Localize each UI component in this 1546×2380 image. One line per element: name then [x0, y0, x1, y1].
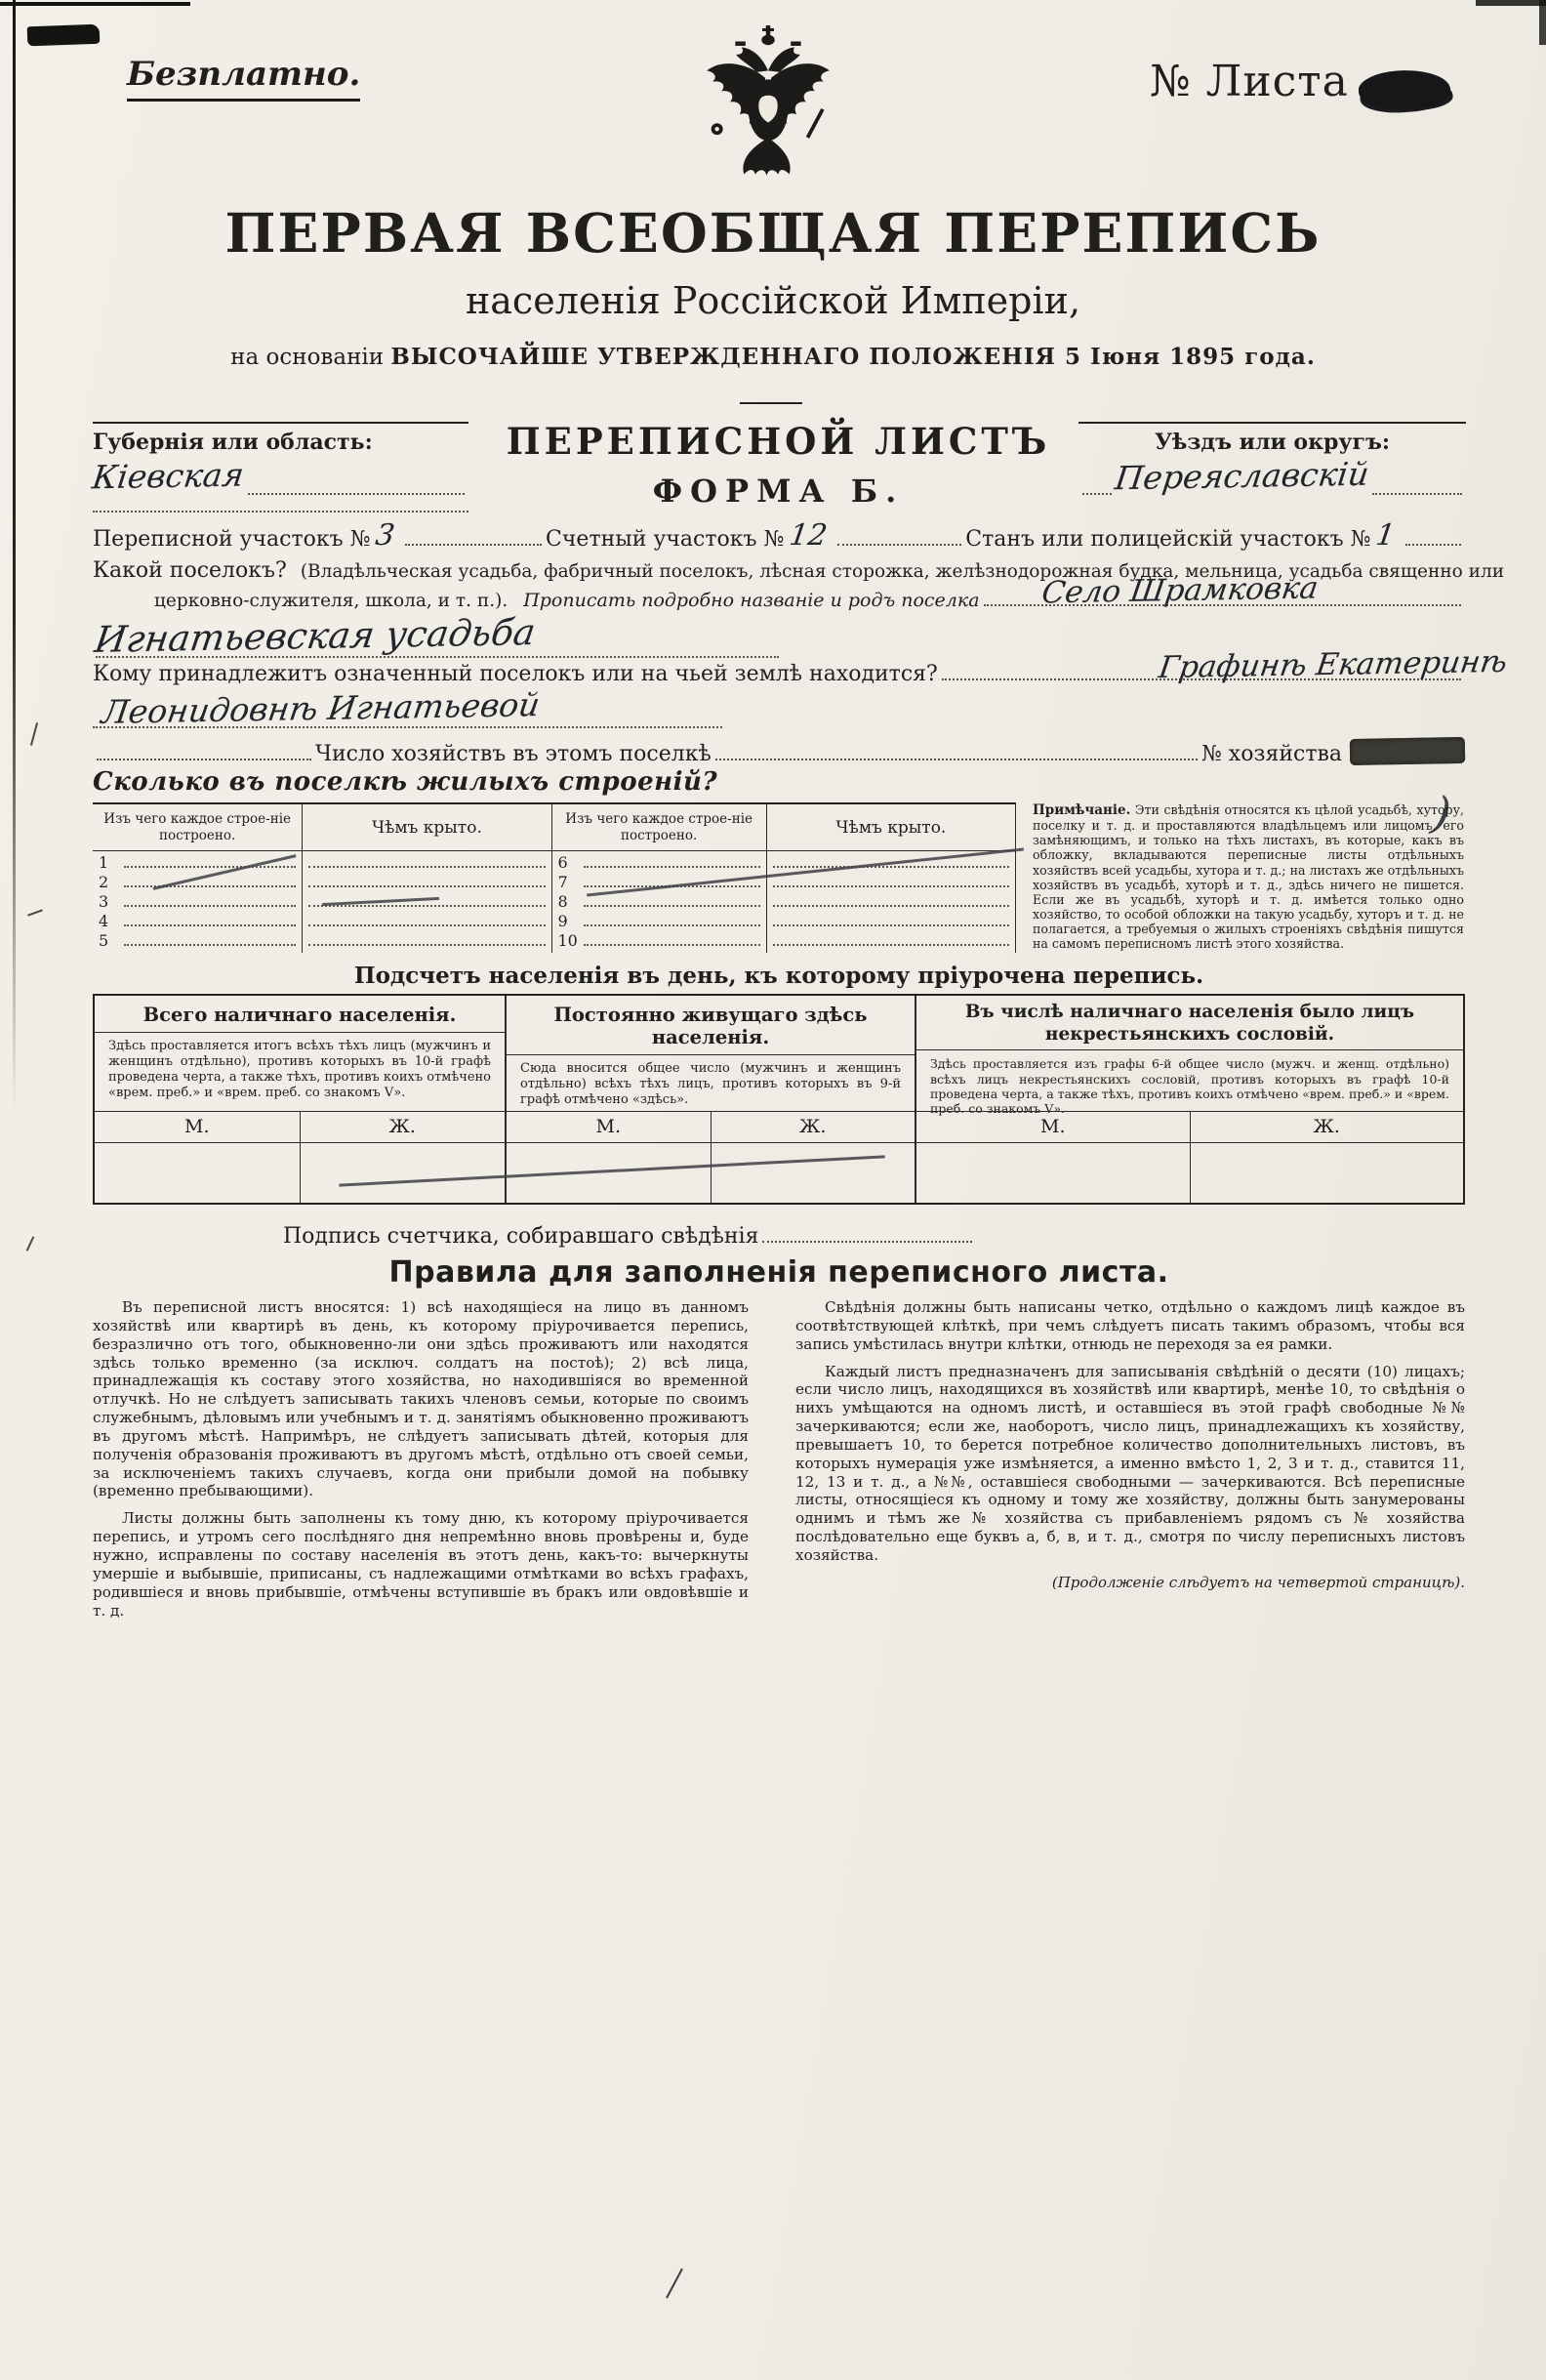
uezd-box: [1078, 422, 1466, 498]
households-line: [93, 734, 1465, 766]
dotted-cell: [308, 866, 545, 868]
basis-caps: ВЫСОЧАЙШЕ УТВЕРЖДЕННАГО ПОЛОЖЕНІЯ 5 Іюня 1895 года.: [390, 344, 1316, 370]
dotted-cell: [124, 905, 296, 907]
dotted-cell: [124, 924, 296, 926]
col-roof-2: [767, 804, 1016, 953]
gubernia-box: [90, 422, 468, 513]
dotted-cell: [124, 885, 296, 887]
rules-right-paragraph-2: Каждый листъ предназначенъ для записыванія свѣдѣній о десяти (10) лицахъ; если число лицъ, находящихся въ хозяйствѣ или квартирѣ, менѣе 10, то свѣдѣнія о нихъ умѣщаются на одномъ листѣ, и оставшіеся въ этой графѣ свободные №№ зачеркиваются; если же, наоборотъ, число лицъ, принадлежащихъ къ хозяйству, превышаетъ 10, то берется потребное количество дополнительныхъ листовъ, въ которыхъ нумерація уже измѣняется, а именно вмѣсто 1, 2, 3 и т. д., ставится 11, 12, 13 и т. д., а №№, оставшіеся свободными — зачеркиваются. Всѣ переписные листы, относящіеся къ одному и тому же хозяйству, должны быть занумерованы однимъ и тѣмъ же № хозяйства съ прибавленіемъ рядомъ съ № хозяйства послѣдовательно еще буквъ а, б, в, и т. д., смотря по числу переписныхъ листовъ хозяйства.: [795, 1362, 1465, 1564]
households-label: Число хозяйствъ въ этомъ поселкѣ: [315, 742, 712, 766]
col-roof-1-header: Чѣмъ крыто.: [303, 804, 550, 851]
continuation-note: (Продолженіе слѣдуетъ на четвертой страницѣ).: [1051, 1573, 1465, 1591]
owner-row-2: [93, 685, 722, 731]
scan-artifact-left-edge: [13, 0, 16, 1113]
row-number: 10: [557, 931, 578, 950]
dotted-leader: [762, 1222, 972, 1243]
female-header: Ж.: [1190, 1112, 1464, 1142]
owner-handwritten-1: Графинѣ Екатеринѣ: [1157, 643, 1511, 686]
settlement-question-label: Какой поселокъ?: [93, 558, 287, 583]
free-of-charge-label: Безплатно.: [127, 55, 360, 102]
buildings-note: [1033, 802, 1464, 951]
population-table: [93, 994, 1465, 1205]
dotted-cell: [584, 866, 760, 868]
census-precinct-value: 3: [373, 518, 397, 553]
row-number: 2: [99, 873, 109, 891]
page-subtitle: населенія Россійской Имперіи,: [465, 279, 1081, 322]
row-number: 3: [99, 892, 109, 911]
dotted-cell: [584, 944, 760, 946]
gubernia-label: Губернія или область:: [93, 430, 373, 455]
dotted-cell: [308, 924, 545, 926]
dotted-cell: [773, 866, 1009, 868]
row-number: 9: [557, 912, 568, 930]
scan-artifact-top-line: [0, 2, 190, 6]
uezd-label: Уѣздъ или округъ:: [1155, 430, 1390, 455]
dotted-cell: [584, 905, 760, 907]
settlement-question-paren1: (Владѣльческая усадьба, фабричный поселокъ, лѣсная сторожка, желѣзнодорожная будка, мельница, усадьба священно или: [300, 561, 1505, 582]
pop-group-nonpeasant-title: Въ числѣ наличнаго населенія было лицъ некрестьянскихъ сословій.: [916, 996, 1463, 1050]
row-number: 5: [99, 931, 109, 950]
rules-left-column: [93, 1298, 749, 1628]
col-built-2-header: Изъ чего каждое строе-ніе построено.: [552, 804, 766, 851]
signature-line: [283, 1222, 976, 1249]
note-text: Эти свѣдѣнія относятся къ цѣлой усадьбѣ, хутору, поселку и т. д. и проставляются владѣльцемъ или лицомъ, его замѣняющимъ, и только на тѣхъ листахъ, въ которые, какъ въ обложку, вкладываются переписные листы отдѣльныхъ хозяйствъ всей усадьбы, хутора и т. д.; на листахъ же отдѣльныхъ хозяйствъ въ усадьбѣ, хуторѣ и т. д., здѣсь ничего не пишется. Если же въ усадьбѣ, хуторѣ и т. д. имѣется только одно хозяйство, то особой обложки на такую усадьбу, хуторъ и т. д. не полагается, а требуемыя о жилыхъ строеніяхъ свѣдѣнія пишутся на самомъ переписномъ листѣ этого хозяйства.: [1033, 802, 1464, 952]
male-header: М.: [595, 1116, 621, 1137]
signature-label: Подпись счетчика, собиравшаго свѣдѣнія: [283, 1223, 759, 1249]
margin-mark: [30, 722, 38, 746]
buildings-question: Сколько въ поселкѣ жилыхъ строеній?: [93, 767, 718, 797]
form-title-box: [493, 420, 1064, 510]
precinct-line: [93, 519, 1465, 554]
dotted-leader: [97, 745, 311, 760]
dotted-rule: [93, 501, 468, 513]
buildings-table: [93, 802, 1016, 953]
rules-right-paragraph-1: Свѣдѣнія должны быть написаны четко, отдѣльно о каждомъ лицѣ каждое въ соотвѣтствующей клѣткѣ, при чемъ слѣдуетъ писать такимъ образомъ, чтобы вся запись умѣстилась внутри клѣтки, отнюдь не переходя за ея рамки.: [795, 1298, 1465, 1353]
dotted-cell: [308, 944, 545, 946]
margin-mark: [27, 909, 43, 916]
row-number: 4: [99, 912, 109, 930]
dotted-cell: [773, 944, 1009, 946]
male-female-header-row: [916, 1111, 1463, 1143]
form-title: ПЕРЕПИСНОЙ ЛИСТЪ: [506, 420, 1051, 463]
owner-question-label: Кому принадлежитъ означенный поселокъ или на чьей землѣ находится?: [93, 662, 938, 686]
note-label: Примѣчаніе.: [1033, 802, 1131, 818]
divider-rule: [740, 402, 802, 404]
pop-group-nonpeasant-body: Здѣсь проставляется изъ графы 6-й общее число (мужч. и женщ. отдѣльно) всѣхъ лицъ некрестьянскихъ сословій, противъ которыхъ въ графѣ 10-й проведена черта, а также тѣхъ, противъ коихъ отмѣчено «врем. преб.» и «врем. преб. со знакомъ V».: [930, 1056, 1449, 1116]
owner-question-line: [93, 643, 1511, 686]
dotted-leader: [248, 479, 465, 495]
column-divider: [711, 1143, 712, 1203]
pop-group-nonpeasant: [915, 996, 1463, 1203]
census-precinct-label: Переписной участокъ №: [93, 527, 371, 552]
pop-group-total-body: Здѣсь проставляется итогъ всѣхъ тѣхъ лицъ (мужчинъ и женщинъ отдѣльно), противъ которыхъ въ 10-й графѣ проведена черта, а также тѣхъ, противъ коихъ отмѣчено «врем. преб.» и «врем. преб. со знакомъ V».: [108, 1039, 492, 1100]
dotted-leader: [1082, 479, 1112, 495]
col-roof-1: [303, 804, 551, 953]
pop-group-permanent-title: Постоянно живущаго здѣсь населенія.: [507, 996, 915, 1055]
dotted-cell: [308, 905, 545, 907]
legal-basis-line: [59, 344, 1487, 370]
dotted-leader: [984, 570, 1461, 611]
male-female-header-row: [95, 1111, 505, 1143]
form-type: ФОРМА Б.: [652, 472, 905, 510]
count-precinct-value: 12: [787, 518, 831, 553]
dotted-cell: [773, 905, 1009, 907]
row-number: 8: [557, 892, 568, 911]
dotted-cell: [773, 924, 1009, 926]
household-number-blotted-value: [1350, 737, 1465, 765]
row-number: 1: [99, 853, 109, 872]
uezd-handwritten-value: Переяславскій: [1113, 454, 1371, 498]
scan-artifact-bottom-slash: [666, 2269, 683, 2299]
double-headed-eagle-icon: [695, 25, 841, 193]
settlement-type-handwritten: Игнатьевская усадьба: [92, 611, 539, 661]
police-precinct-label: Станъ или полицейскій участокъ №: [965, 527, 1371, 552]
pop-group-total: [95, 996, 505, 1203]
police-precinct-value: 1: [1373, 518, 1398, 553]
imperial-eagle-emblem: [695, 25, 841, 193]
household-no-label: № хозяйства: [1201, 742, 1342, 766]
dotted-leader: [942, 643, 1511, 686]
column-divider: [1190, 1143, 1191, 1203]
female-header: Ж.: [300, 1112, 506, 1142]
dotted-cell: [124, 866, 296, 868]
settlement-question-paren2: церковно-служителя, школа, и т. п.).: [154, 591, 509, 611]
page-title: ПЕРВАЯ ВСЕОБЩАЯ ПЕРЕПИСЬ: [224, 201, 1322, 265]
dotted-leader: [1405, 530, 1461, 546]
margin-mark: [26, 1236, 35, 1251]
male-female-header-row: [507, 1111, 915, 1143]
settlement-name-handwritten: Село Шрамковка: [1038, 570, 1321, 611]
col-roof-2-header: Чѣмъ крыто.: [767, 804, 1015, 851]
scan-artifact-corner-mark: [27, 24, 101, 47]
row-number: 6: [557, 853, 568, 872]
dotted-leader: [1372, 479, 1462, 495]
population-table-caption: Подсчетъ населенія въ день, къ которому пріурочена перепись.: [353, 963, 1204, 989]
male-header: М.: [1040, 1116, 1066, 1137]
column-divider: [300, 1143, 301, 1203]
basis-prefix: на основаніи: [230, 345, 385, 370]
sheet-number-scribble: [1358, 67, 1452, 112]
settlement-question-instruction: Прописать подробно названіе и родъ поселка: [523, 590, 980, 611]
male-header: М.: [184, 1116, 210, 1137]
settlement-name-row: [92, 611, 779, 661]
dotted-cell: [308, 885, 545, 887]
scan-artifact-top-right: [1476, 0, 1546, 6]
count-precinct-label: Счетный участокъ №: [546, 527, 785, 552]
rules-right-column: [795, 1298, 1465, 1591]
owner-handwritten-2: Леонидовнѣ Игнатьевой: [99, 685, 543, 731]
pop-group-total-title: Всего наличнаго населенія.: [95, 996, 505, 1033]
rules-left-paragraph-2: Листы должны быть заполнены къ тому дню, къ которому пріурочивается перепись, и утромъ сего послѣдняго дня непремѣнно вновь провѣрены и, буде нужно, исправлены по составу населенія въ этотъ день, какъ-то: вычеркнуты умершіе и выбывшіе, приписаны, съ надлежащими отмѣтками во всѣхъ графахъ, родившіеся и вновь прибывшіе, отмѣчены вступившіе въ бракъ или овдовѣвшіе и т. д.: [93, 1509, 749, 1620]
dotted-cell: [584, 924, 760, 926]
gubernia-handwritten-value: Кіевская: [90, 455, 247, 497]
dotted-cell: [773, 885, 1009, 887]
rules-left-paragraph-1: Въ переписной листъ вносятся: 1) всѣ находящіеся на лицо въ данномъ хозяйствѣ или квартирѣ въ день, къ которому пріурочивается перепись, безразлично отъ того, обыкновенно-ли они здѣсь проживаютъ или находятся здѣсь только временно (за исключ. солдатъ на постоѣ); 2) всѣ лица, принадлежащія къ составу этого хозяйства, но находившіяся во временной отлучкѣ. Но не слѣдуетъ записывать такихъ членовъ семьи, которые по своимъ служебнымъ, дѣловымъ или учебнымъ и т. д. занятіямъ обыкновенно проживаютъ въ другомъ мѣстѣ. Напримѣръ, не слѣдуетъ записывать дѣтей, которыя для полученія образованія проживаютъ въ другомъ мѣстѣ, отдѣльно отъ своей семьи, за исключеніемъ такихъ случаевъ, когда они прибыли домой на побывку (временно пребывающими).: [93, 1298, 749, 1500]
rules-title: Правила для заполненія переписного листа.: [388, 1255, 1169, 1290]
scan-artifact-top-right-2: [1539, 0, 1546, 45]
sheet-number-label: № Листа: [1150, 57, 1349, 106]
handwritten-mark: ): [1428, 785, 1455, 841]
pop-group-permanent-body: Сюда вносится общее число (мужчинъ и женщинъ отдѣльно) всѣхъ тѣхъ лицъ, противъ которыхъ въ 9-й графѣ отмѣчено «здѣсь».: [520, 1061, 901, 1107]
dotted-cell: [124, 944, 296, 946]
row-number: 7: [557, 873, 568, 891]
col-built-1-header: Изъ чего каждое строе-ніе построено.: [93, 804, 302, 851]
dotted-leader: [837, 530, 962, 546]
dotted-leader: [405, 530, 543, 546]
dotted-leader: [715, 745, 1198, 760]
female-header: Ж.: [711, 1112, 915, 1142]
